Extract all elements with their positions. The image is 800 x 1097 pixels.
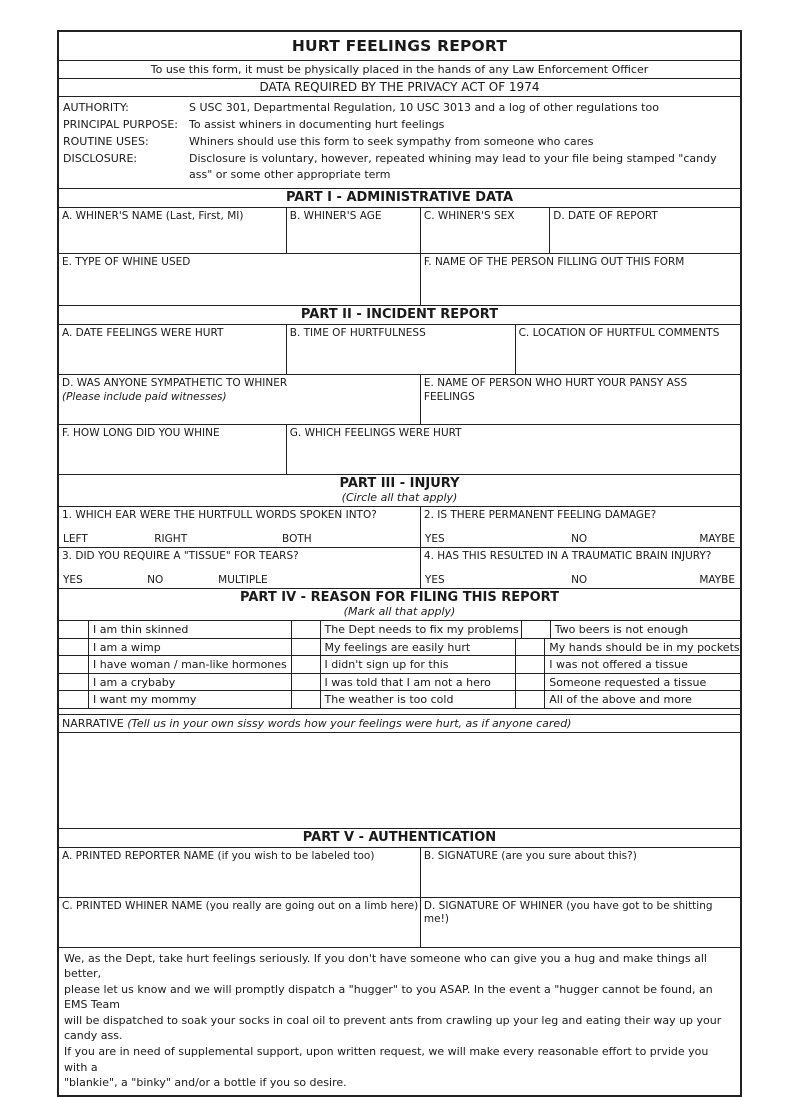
- privacy-act-block: [59, 96, 740, 188]
- reason-label: My feelings are easily hurt: [324, 640, 471, 654]
- field-date-feelings-hurt[interactable]: [59, 325, 286, 374]
- reason-label: Two beers is not enough: [554, 623, 689, 636]
- question-permanent-damage: [420, 507, 740, 547]
- field-date-of-report[interactable]: [549, 208, 740, 253]
- question-options: [424, 570, 737, 586]
- question-options: [62, 529, 417, 545]
- option-no[interactable]: NO: [571, 533, 588, 545]
- reason-label: I was told that I am not a hero: [324, 675, 491, 689]
- field-whiners-name[interactable]: [59, 208, 286, 253]
- question-label: 1. WHICH EAR WERE THE HURTFULL WORDS SPOKEN INTO?: [62, 509, 377, 521]
- reason-row: [59, 673, 740, 691]
- privacy-line-disclosure: [63, 151, 736, 183]
- part3-row2: [59, 547, 740, 588]
- checkbox-cell[interactable]: [515, 656, 545, 673]
- privacy-text: To assist whiners in documenting hurt feelings: [189, 118, 445, 131]
- privacy-text: S USC 301, Departmental Regulation, 10 USC 3013 and a log of other regulations too: [189, 101, 659, 114]
- narrative-input-area[interactable]: [59, 732, 740, 828]
- checkbox-cell[interactable]: [291, 691, 321, 708]
- footer-line: will be dispatched to soak your socks in coal oil to prevent ants from crawling up your leg and eating their way up your candy ass.: [64, 1013, 722, 1043]
- field-type-of-whine[interactable]: [59, 254, 420, 305]
- field-signature-of-whiner[interactable]: [420, 898, 740, 947]
- narrative-hint: (Tell us in your own sissy words how your feelings were hurt, as if anyone cared): [127, 716, 572, 730]
- hurt-feelings-report-form: [57, 30, 742, 1097]
- field-which-feelings-were-hurt[interactable]: [286, 425, 740, 474]
- field-location-of-hurtful-comments[interactable]: [515, 325, 740, 374]
- option-left[interactable]: LEFT: [63, 533, 88, 545]
- part2-header: PART II - INCIDENT REPORT: [59, 305, 740, 324]
- privacy-label: DISCLOSURE:: [63, 152, 138, 165]
- option-yes[interactable]: YES: [424, 574, 445, 586]
- checkbox-cell[interactable]: [59, 674, 89, 691]
- field-label: E. NAME OF PERSON WHO HURT YOUR PANSY ASS FEELINGS: [423, 377, 688, 403]
- checkbox-cell[interactable]: [515, 639, 545, 656]
- field-label: A. DATE FEELINGS WERE HURT: [62, 327, 224, 339]
- reason-row: [59, 638, 740, 656]
- question-options: [424, 529, 737, 545]
- reason-label: I have woman / man-like hormones: [93, 658, 287, 671]
- reason-row: [59, 620, 740, 638]
- privacy-label: PRINCIPAL PURPOSE:: [63, 118, 179, 131]
- option-multiple[interactable]: MULTIPLE: [218, 574, 268, 586]
- part4-header: PART IV - REASON FOR FILING THIS REPORT: [59, 588, 740, 605]
- option-no[interactable]: NO: [571, 574, 588, 586]
- field-person-who-hurt-feelings[interactable]: [420, 375, 740, 424]
- reason-label: All of the above and more: [549, 693, 692, 706]
- field-label: D. WAS ANYONE SYMPATHETIC TO WHINER: [62, 377, 288, 389]
- privacy-act-title: DATA REQUIRED BY THE PRIVACY ACT OF 1974: [59, 78, 740, 96]
- checkbox-cell[interactable]: [59, 621, 89, 638]
- question-require-tissue: [59, 548, 420, 588]
- question-options: [62, 570, 417, 586]
- footer-line: please let us know and we will promptly dispatch a "hugger" to you ASAP. In the event a "hugger cannot be found, an EMS Team: [64, 982, 713, 1012]
- reason-label: The Dept needs to fix my problems: [324, 623, 519, 636]
- reason-label: I am a wimp: [93, 640, 161, 654]
- reason-row: [59, 690, 740, 708]
- checkbox-cell[interactable]: [291, 621, 321, 638]
- field-printed-whiner-name[interactable]: [59, 898, 420, 947]
- part4-subheader: (Mark all that apply): [343, 605, 456, 618]
- checkbox-cell[interactable]: [521, 621, 551, 638]
- field-label: B. TIME OF HURTFULNESS: [289, 327, 426, 339]
- part3-row1: [59, 506, 740, 547]
- field-label: C. PRINTED WHINER NAME (you really are going out on a limb here): [62, 899, 419, 912]
- part5-header: PART V - AUTHENTICATION: [59, 828, 740, 847]
- checkbox-cell[interactable]: [291, 656, 321, 673]
- question-label: 3. DID YOU REQUIRE A "TISSUE" FOR TEARS?: [62, 550, 299, 562]
- field-time-of-hurtfulness[interactable]: [286, 325, 515, 374]
- option-right[interactable]: RIGHT: [154, 533, 188, 545]
- reason-label: I didn't sign up for this: [324, 658, 449, 671]
- option-both[interactable]: BOTH: [282, 533, 312, 545]
- part1-row1: [59, 207, 740, 253]
- narrative-label-row: [59, 714, 740, 732]
- field-label: A. PRINTED REPORTER NAME (if you wish to be labeled too): [62, 849, 375, 862]
- field-signature[interactable]: [420, 848, 740, 897]
- option-no[interactable]: NO: [147, 574, 164, 586]
- privacy-text: Disclosure is voluntary, however, repeated whining may lead to your file being stamped "candy ass" or some other appropriate term: [189, 152, 717, 181]
- field-label: D. DATE OF REPORT: [553, 210, 658, 222]
- part3-subheader: (Circle all that apply): [341, 491, 458, 504]
- field-whiners-age[interactable]: [286, 208, 420, 253]
- part1-header: PART I - ADMINISTRATIVE DATA: [59, 188, 740, 207]
- option-yes[interactable]: YES: [424, 533, 445, 545]
- checkbox-cell[interactable]: [59, 639, 89, 656]
- checkbox-cell[interactable]: [291, 674, 321, 691]
- form-instruction: To use this form, it must be physically placed in the hands of any Law Enforcement Officer: [59, 60, 740, 78]
- question-which-ear: [59, 507, 420, 547]
- reason-label: I want my mommy: [93, 693, 197, 706]
- question-label: 4. HAS THIS RESULTED IN A TRAUMATIC BRAIN INJURY?: [423, 550, 712, 562]
- field-label: G. WHICH FEELINGS WERE HURT: [289, 427, 462, 439]
- reason-row: [59, 655, 740, 673]
- checkbox-cell[interactable]: [59, 656, 89, 673]
- checkbox-cell[interactable]: [515, 691, 545, 708]
- part2-row3: [59, 424, 740, 474]
- field-label: C. WHINER'S SEX: [423, 210, 515, 222]
- field-label: F. HOW LONG DID YOU WHINE: [62, 427, 220, 439]
- field-label: F. NAME OF THE PERSON FILLING OUT THIS FORM: [423, 256, 685, 268]
- part2-row1: [59, 324, 740, 374]
- reason-label: I am thin skinned: [93, 623, 189, 636]
- privacy-line-authority: [63, 100, 736, 116]
- field-how-long-did-you-whine[interactable]: [59, 425, 286, 474]
- reason-label: Someone requested a tissue: [549, 675, 707, 689]
- footer-statement: [59, 947, 740, 1095]
- checkbox-cell[interactable]: [59, 691, 89, 708]
- part5-row2: [59, 897, 740, 947]
- field-sublabel: (Please include paid witnesses): [62, 390, 227, 403]
- privacy-text: Whiners should use this form to seek sympathy from someone who cares: [189, 135, 594, 148]
- checkbox-cell[interactable]: [515, 674, 545, 691]
- option-maybe[interactable]: MAYBE: [699, 574, 735, 586]
- field-label: D. SIGNATURE OF WHINER (you have got to be shitting me!): [423, 899, 713, 926]
- option-yes[interactable]: YES: [63, 574, 83, 586]
- field-whiners-sex[interactable]: [420, 208, 549, 253]
- option-maybe[interactable]: MAYBE: [699, 533, 735, 545]
- field-anyone-sympathetic[interactable]: [59, 375, 420, 424]
- field-label: E. TYPE OF WHINE USED: [62, 256, 191, 268]
- part5-row1: [59, 847, 740, 897]
- reason-label: The weather is too cold: [324, 693, 454, 706]
- checkbox-cell[interactable]: [291, 639, 321, 656]
- part1-row2: [59, 253, 740, 305]
- footer-line: If you are in need of supplemental support, upon written request, we will make every reasonable effort to prvide you with a: [64, 1045, 709, 1074]
- field-label: B. SIGNATURE (are you sure about this?): [423, 849, 637, 862]
- privacy-label: AUTHORITY:: [63, 101, 129, 114]
- reason-label: My hands should be in my pockets: [549, 640, 740, 654]
- field-label: A. WHINER'S NAME (Last, First, MI): [62, 210, 244, 222]
- privacy-label: ROUTINE USES:: [63, 135, 149, 148]
- question-traumatic-brain-injury: [420, 548, 740, 588]
- reason-label: I was not offered a tissue: [549, 658, 688, 671]
- privacy-line-routine-uses: [63, 134, 736, 150]
- narrative-label: NARRATIVE: [62, 716, 124, 730]
- footer-line: We, as the Dept, take hurt feelings seriously. If you don't have someone who can give you a hug and make things all better,: [64, 951, 707, 981]
- part3-header: PART III - INJURY: [59, 474, 740, 491]
- footer-line: "blankie", a "binky" and/or a bottle if you so desire.: [64, 1076, 347, 1090]
- field-person-filling-out-form[interactable]: [420, 254, 740, 305]
- field-printed-reporter-name[interactable]: [59, 848, 420, 897]
- field-label: C. LOCATION OF HURTFUL COMMENTS: [518, 327, 720, 339]
- question-label: 2. IS THERE PERMANENT FEELING DAMAGE?: [423, 509, 657, 521]
- privacy-line-principal-purpose: [63, 117, 736, 133]
- form-title: HURT FEELINGS REPORT: [291, 37, 508, 55]
- field-label: B. WHINER'S AGE: [289, 210, 382, 222]
- part2-row2: [59, 374, 740, 424]
- reason-label: I am a crybaby: [93, 675, 176, 689]
